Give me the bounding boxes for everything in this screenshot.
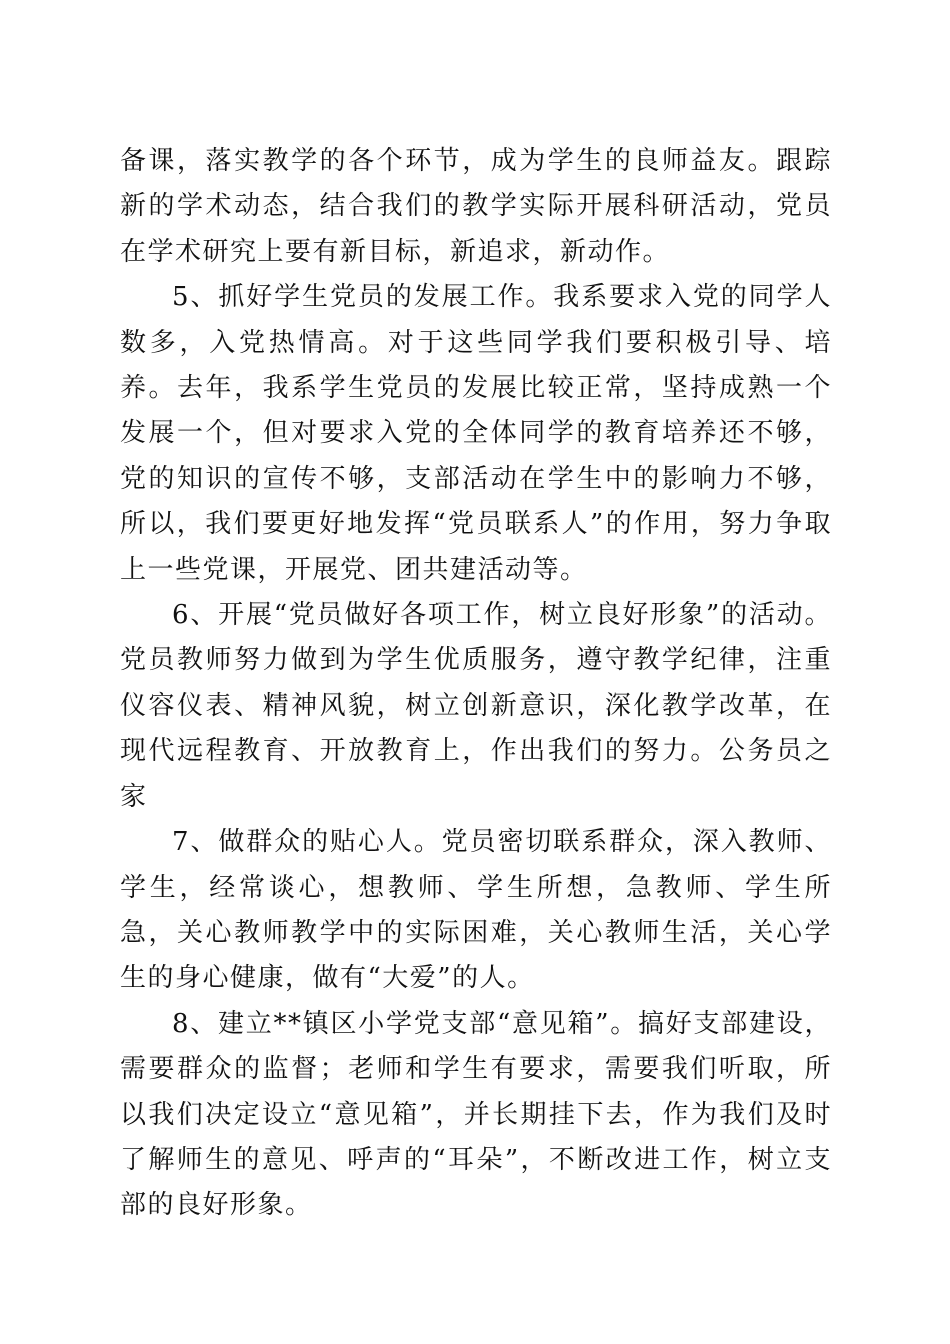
paragraph-item-5: 5、抓好学生党员的发展工作。我系要求入党的同学人数多，入党热情高。对于这些同学我们要积极引导、培养。去年，我系学生党员的发展比较正常，坚持成熟一个发展一个，但对要求入党的全体同学的教育培养还不够，党的知识的宣传不够，支部活动在学生中的影响力不够，所以，我们要更好地发挥“党员联系人”的作用，努力争取上一些党课，开展党、团共建活动等。 — [120, 282, 832, 585]
paragraph-continuation: 备课，落实教学的各个环节，成为学生的良师益友。跟踪新的学术动态，结合我们的教学实际开展科研活动，党员在学术研究上要有新目标，新追求，新动作。 — [120, 146, 832, 267]
paragraph-item-8: 8、建立**镇区小学党支部“意见箱”。搞好支部建设，需要群众的监督；老师和学生有要求，需要我们听取，所以我们决定设立“意见箱”，并长期挂下去，作为我们及时了解师生的意见、呼声的“耳朵”，不断改进工作，树立支部的良好形象。 — [120, 1008, 832, 1221]
body-text — [120, 139, 832, 1229]
paragraph-item-7: 7、做群众的贴心人。党员密切联系群众，深入教师、学生，经常谈心，想教师、学生所想，急教师、学生所急，关心教师教学中的实际困难，关心教师生活，关心学生的身心健康，做有“大爱”的人。 — [120, 827, 832, 994]
paragraph-item-6: 6、开展“党员做好各项工作，树立良好形象”的活动。党员教师努力做到为学生优质服务，遵守教学纪律，注重仪容仪表、精神风貌，树立创新意识，深化教学改革，在现代远程教育、开放教育上，作出我们的努力。公务员之家 — [120, 600, 832, 812]
